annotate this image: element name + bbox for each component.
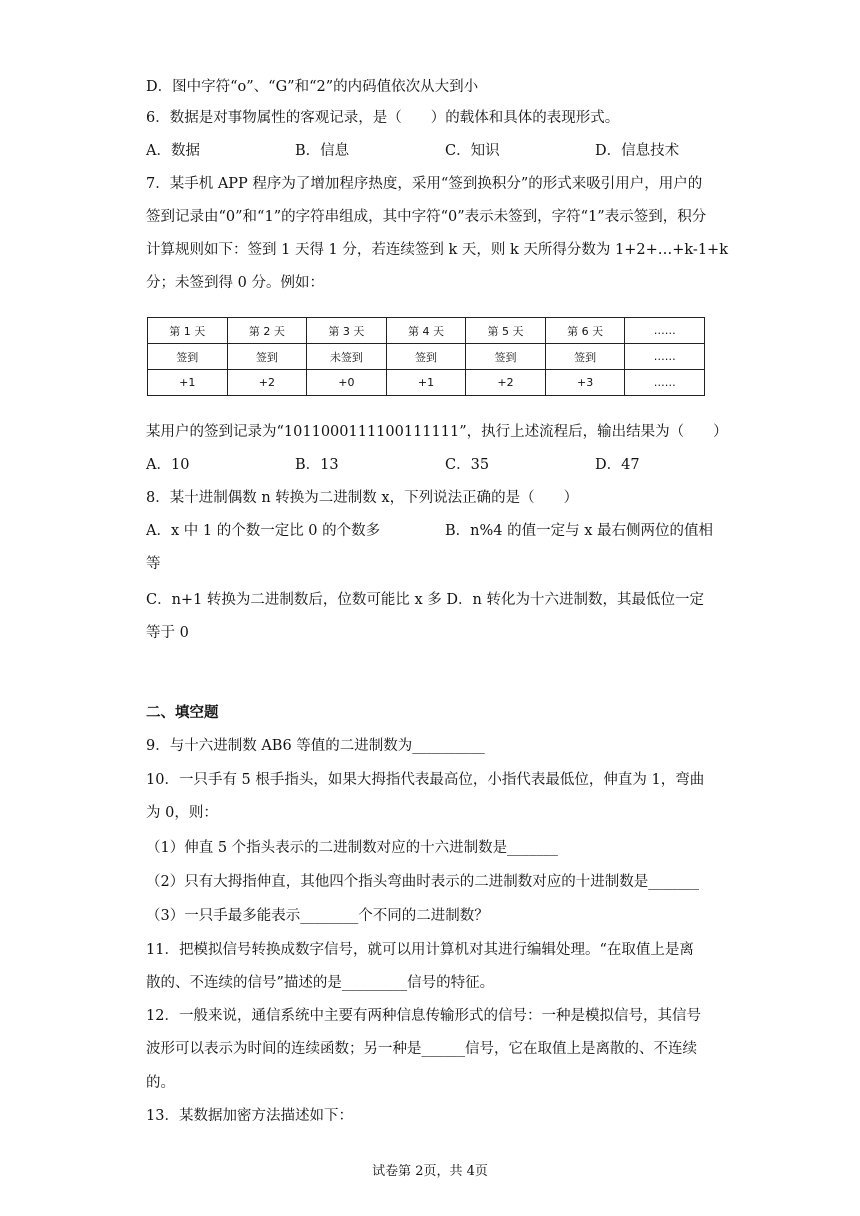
q13-stem: 13．某数据加密方法描述如下： <box>146 1108 353 1124</box>
table-row <box>148 370 705 396</box>
signin-example-table <box>147 317 705 396</box>
q10-stem-line2: 为 0，则： <box>146 805 218 821</box>
table-cell: 签到 <box>386 344 466 370</box>
q8-option-b-cont: 等 <box>146 556 161 572</box>
q12-stem-line3: 的。 <box>146 1075 175 1091</box>
table-cell: …… <box>625 370 705 396</box>
table-cell: 第 6 天 <box>545 318 625 344</box>
q8-stem: 8．某十进制偶数 n 转换为二进制数 x，下列说法正确的是（ ） <box>146 490 579 506</box>
table-cell: +1 <box>148 370 228 396</box>
table-cell: 签到 <box>148 344 228 370</box>
q5-option-d: D．图中字符“o”、“G”和“2”的内码值依次从大到小 <box>146 79 479 95</box>
q12-stem-line1: 12．一般来说，通信系统中主要有两种信息传输形式的信号：一种是模拟信号，其信号 <box>146 1008 701 1024</box>
table-cell: +0 <box>307 370 387 396</box>
table-cell: 第 3 天 <box>307 318 387 344</box>
table-row <box>148 318 705 344</box>
table-cell: …… <box>625 344 705 370</box>
q10-sub3: （3）一只手最多能表示________个不同的二进制数？ <box>146 908 489 924</box>
table-cell: +2 <box>227 370 307 396</box>
q11-stem-line1: 11．把模拟信号转换成数字信号，就可以用计算机对其进行编辑处理。“在取值上是离 <box>146 942 694 958</box>
table-cell: 未签到 <box>307 344 387 370</box>
q6-option-b: B．信息 <box>295 143 350 159</box>
q7-option-c: C．35 <box>445 457 490 473</box>
q12-stem-line2: 波形可以表示为时间的连续函数；另一种是______信号，它在取值上是离散的、不连续 <box>146 1041 697 1057</box>
q7-stem-line2: 签到记录由“0”和“1”的字符串组成，其中字符“0”表示未签到，字符“1”表示签到，积分 <box>146 209 707 225</box>
q10-sub2: （2）只有大拇指伸直，其他四个指头弯曲时表示的二进制数对应的十进制数是_______ <box>146 874 699 890</box>
table-row <box>148 344 705 370</box>
q8-option-d-cont: 等于 0 <box>146 625 189 641</box>
table-cell: 第 4 天 <box>386 318 466 344</box>
table-cell: 第 1 天 <box>148 318 228 344</box>
q10-sub1: （1）伸直 5 个指头表示的二进制数对应的十六进制数是_______ <box>146 840 558 856</box>
q6-option-c: C．知识 <box>445 143 500 159</box>
q8-option-a: A．x 中 1 的个数一定比 0 的个数多 <box>146 523 381 539</box>
q6-option-a: A．数据 <box>146 143 200 159</box>
table-cell: +3 <box>545 370 625 396</box>
q8-option-c-d: C．n+1 转换为二进制数后，位数可能比 x 多 D．n 转化为十六进制数，其最低位一定 <box>146 592 704 608</box>
q7-stem-line3: 计算规则如下：签到 1 天得 1 分，若连续签到 k 天，则 k 天所得分数为 1+2+…+k-1+k <box>146 242 728 258</box>
table-cell: 签到 <box>227 344 307 370</box>
q8-option-b: B．n%4 的值一定与 x 最右侧两位的值相 <box>445 523 714 539</box>
table-cell: 第 5 天 <box>466 318 546 344</box>
q10-stem-line1: 10．一只手有 5 根手指头，如果大拇指代表最高位，小指代表最低位，伸直为 1，弯曲 <box>146 772 705 788</box>
q7-option-a: A．10 <box>146 457 190 473</box>
table-cell: 第 2 天 <box>227 318 307 344</box>
table-cell: 签到 <box>466 344 546 370</box>
q7-option-d: D．47 <box>595 457 640 473</box>
table-cell: …… <box>625 318 705 344</box>
q7-question: 某用户的签到记录为“1011000111100111111”，执行上述流程后，输出结果为（ ） <box>146 424 728 440</box>
q7-option-b: B．13 <box>295 457 339 473</box>
q6-option-d: D．信息技术 <box>595 143 680 159</box>
table-cell: +1 <box>386 370 466 396</box>
table-cell: 签到 <box>545 344 625 370</box>
page-footer: 试卷第 2页，共 4页 <box>372 1164 488 1179</box>
q9-stem: 9．与十六进制数 AB6 等值的二进制数为__________ <box>146 738 485 754</box>
q7-stem-line4: 分；未签到得 0 分。例如： <box>146 275 324 291</box>
q6-stem: 6．数据是对事物属性的客观记录，是（ ）的载体和具体的表现形式。 <box>146 110 620 126</box>
section-heading: 二、填空题 <box>146 704 219 721</box>
q11-stem-line2: 散的、不连续的信号”描述的是_________信号的特征。 <box>146 975 495 991</box>
q7-stem-line1: 7．某手机 APP 程序为了增加程序热度，采用“签到换积分”的形式来吸引用户，用户的 <box>146 176 703 192</box>
table-cell: +2 <box>466 370 546 396</box>
